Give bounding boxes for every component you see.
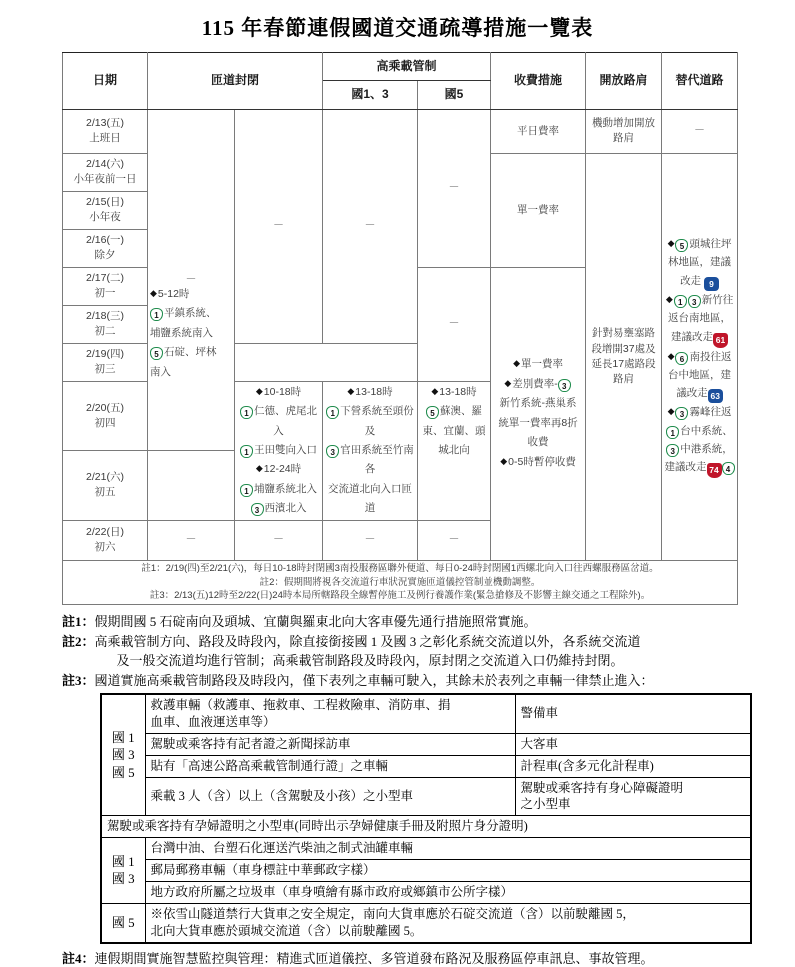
col-header-ramp-closure: 匝道封閉 [148,53,323,110]
highway-badge-n3-icon: 3 [688,295,701,308]
col-header-hov-n13: 國1、3 [323,81,418,109]
notes-section [0,605,795,690]
expressway-74-icon: 74 [707,463,722,478]
ramp-b-item-1: 1 仁德、虎尾北入 [237,402,320,441]
alt-route-cell: ◆ 5 頭城往坪 林地區，建議 改走 9 ◆ 1 3 新竹往 返台南地區， 建議改走 61 ◆ 6 南投往返 台中地區，建 議改走 63 ◆ 3 霧峰往返 1 台中系統、 3 中港系統， 建議改走 74 4 [662,153,738,560]
ramp-a-item-1: 1 平鎮系統、 [150,304,228,323]
date-cell-0213: 2/13(五) 上班日 [63,109,148,153]
table-row [101,816,751,838]
shoulder-top-cell: 機動增加開放 路肩 [586,109,662,153]
alt-route-dash-top: － [662,109,738,153]
date-cell-0220: 2/20(五) 初四 [63,381,148,450]
note-3: 註3： 國道實施高乘載管制路段及時段內，僅下表列之車輛可駛入，其餘未於表列之車輛一律禁止進入： [62,672,654,688]
vehicle-cell-bus: 大客車 [515,733,751,755]
col-header-alt-route: 替代道路 [662,53,738,110]
toll-bullet-2: ◆差別費率- 3 [493,375,583,394]
hov5-item-1: 5 蘇澳、羅 [420,402,488,421]
vehicle-cell-fuel-tanker: 台灣中油、台塑石化運送汽柴油之制式油罐車輛 [145,838,751,860]
highway-badge-n1-hov-icon: 1 [326,406,339,419]
table-footnote-2: 註2：假期間將視各交流道行車狀況實施匝道儀控管制並機動調整。 [259,576,541,588]
county-road-4-icon: 4 [722,462,735,475]
vehicle-cell-garbage: 地方政府所屬之垃圾車（車身噴繪有縣市政府或鄉鎮市公所字樣） [145,881,751,903]
vehicle-cell-taxi: 計程車(含多元化計程車) [515,755,751,777]
ramp-closure-col-a-dash-top: － [148,109,235,450]
table-row [101,755,751,777]
highway-badge-n6-icon: 6 [675,352,688,365]
hov13-dash-bottom: － [323,520,418,560]
ramp-a-time: ◆5-12時 [150,288,190,300]
ramp-b-item-3: 1 埔鹽系統北入 [237,480,320,499]
provincial-road-9-icon: 9 [704,277,719,291]
date-cell-0222: 2/22(日) 初六 [63,520,148,560]
toll-measures-cell: ◆單一費率 ◆差別費率- 3 新竹系統-燕巢系 統單一費率再8折 收費 ◆0-5時暫停收費 [491,267,586,560]
hov13-item-1: 1 下營系統至頭份及 [325,402,415,441]
ramp-closure-col-b-cell [235,381,323,520]
vehicle-table-container [0,690,795,944]
table-row [101,733,751,755]
date-cell-0216: 2/16(一) 除夕 [63,229,148,267]
table-row [101,881,751,903]
table-row [101,838,751,860]
table-footnotes [63,560,738,604]
vehicle-group-3: 國 5 [101,903,145,942]
highway-badge-n3c-icon: 3 [666,444,679,457]
table-footnote-3: 註3：2/13(五)12時至2/22(日)24時本局所轄路段全線暫停施工及例行養護作業(緊急搶修及不影響主線交通之工程除外)。 [149,590,651,602]
date-cell-0214: 2/14(六) 小年夜前一日 [63,153,148,191]
vehicle-cell-permit: 貼有「高速公路高乘載管制通行證」之車輛 [145,755,515,777]
hov13-item-2: 3 官田系統至竹南各 [325,441,415,480]
col-header-date: 日期 [63,53,148,110]
ramp-b-dash-bottom: － [235,520,323,560]
highway-badge-n1-icon: 1 [674,295,687,308]
vehicle-cell-truck-rule: ※依雪山隧道禁行大貨車之安全規定，南向大貨車應於石碇交流道（含）以前駛離國 5， 北向大貨車應於頭城交流道（含）以前駛離國 5。 [145,903,751,942]
vehicle-cell-pregnant: 駕駛或乘客持有孕婦證明之小型車(同時出示孕婦健康手冊及附照片身分證明) [101,816,751,838]
hov-n13-dash-top: － [323,109,418,343]
hov-n5-dash-mid: － [418,267,491,381]
highway-badge-n5-ra3-icon: 5 [150,347,163,360]
highway-badge-n3-hov-icon: 3 [326,445,339,458]
hov-n5-cell: ◆13-18時 5 蘇澳、羅 東、宜蘭、頭 城北向 [418,381,491,520]
col-header-shoulder: 開放路肩 [586,53,662,110]
vehicle-group-2: 國 1 國 3 [101,838,145,904]
alt-item-4: ◆ 3 霧峰往返 [667,406,732,420]
hov-n5-dash-top: － [418,109,491,267]
table-row [101,777,751,816]
alt-item-1: ◆ 5 頭城往坪 [667,238,732,252]
col-header-hov-n5: 國5 [418,81,491,109]
date-cell-0219: 2/19(四) 初三 [63,343,148,381]
ramp-b-time-1: ◆10-18時 [255,385,302,398]
permitted-vehicles-table [100,693,752,944]
vehicle-cell-press: 駕駛或乘客持有記者證之新聞採訪車 [145,733,515,755]
table-row [101,694,751,733]
toll-single-rate: 單一費率 [491,153,586,267]
col-header-hov: 高乘載管制 [323,53,491,81]
alt-item-3-line3: 議改走 63 [664,384,735,403]
highway-badge-n5-icon: 5 [675,239,688,252]
highway-badge-n1-ra1-icon: 1 [150,308,163,321]
provincial-road-63-icon: 63 [708,389,723,403]
hov-n13-cell: ◆13-18時 1 下營系統至頭份及 3 官田系統至竹南各 交流道北向入口匝道 [323,381,418,520]
ramp-closure-col-a-cell: ◆5-12時 1 平鎮系統、 埔鹽系統南入 5 石碇、坪林 南入 [150,285,228,382]
ramp-closure-col-b-dash-top: － [235,109,323,343]
vehicle-group-1: 國 1 國 3 國 5 [101,694,145,816]
ramp-a-dash-bottom: － [148,520,235,560]
highway-badge-n1-rb1-icon: 1 [240,406,253,419]
main-table-container [0,42,795,605]
hov5-dash-bottom: － [418,520,491,560]
toll-bullet-1: ◆單一費率 [513,358,563,371]
highway-badge-n3b-icon: 3 [675,407,688,420]
ramp-b-item-4: 3 西濱北入 [237,499,320,518]
note-1: 註1： 假期間國 5 石碇南向及頭城、宜蘭與羅東北向大客車優先通行措施照常實施。 [62,614,537,630]
ramp-b-time-2: ◆12-24時 [255,463,302,476]
highway-badge-n5-hov-icon: 5 [426,406,439,419]
highway-badge-n3-toll-icon: 3 [558,379,571,392]
alt-item-2-line3: 建議改走 61 [664,328,735,348]
table-footnote-1: 註1：2/19(四)至2/21(六)，每日10-18時封閉國3南投服務區聯外便道、每日0-24時封閉國1西螺北向入口往西螺服務區岔道。 [141,562,659,574]
shoulder-body-cell: 針對易壅塞路 段增開37處及 延長17處路段 路肩 [586,153,662,560]
vehicle-cell-ambulance: 救護車輛（救護車、拖救車、工程救險車、消防車、捐 血車、血液運送車等） [145,694,515,733]
alt-item-1-line3: 改走 9 [664,272,735,291]
vehicle-cell-3plus: 乘載 3 人（含）以上（含駕駛及小孩）之小型車 [145,777,515,816]
ramp-a-item-3: 5 石碇、坪林 [150,343,228,362]
page-title: 115 年春節連假國道交通疏導措施一覽表 [201,16,594,40]
table-head [63,53,738,110]
table-row [63,109,738,153]
ramp-b-item-2: 1 王田雙向入口 [237,441,320,460]
highway-badge-n1-rb3-icon: 1 [240,484,253,497]
table-row [101,903,751,942]
alt-item-2: ◆ 1 3 新竹往 [665,293,734,307]
highway-badge-n3-rb4-icon: 3 [251,503,264,516]
note-4: 註4： 連假期間實施智慧監控與管理：精進式匝道儀控、多管道發布路況及服務區停車訊息、事故管理。 [62,950,654,966]
expressway-61-icon: 61 [713,333,728,348]
table-footnote-row [63,560,738,604]
hov13-time: ◆13-18時 [347,385,393,398]
alt-item-4-line2: 1 台中系統、 [664,422,735,440]
alt-item-4-line3: 3 中港系統， [664,440,735,458]
col-header-toll: 收費措施 [491,53,586,110]
table-row [101,860,751,882]
highway-badge-n1-rb2-icon: 1 [240,445,253,458]
hov5-time: ◆13-18時 [431,385,477,398]
date-cell-0217: 2/17(二) 初一 [63,267,148,305]
alt-item-4-line4: 建議改走 74 4 [664,458,735,478]
date-cell-0215: 2/15(日) 小年夜 [63,191,148,229]
vehicle-cell-disability: 駕駛或乘客持有身心障礙證明 之小型車 [515,777,751,816]
toll-weekday-rate: 平日費率 [491,109,586,153]
date-cell-0221: 2/21(六) 初五 [63,451,148,520]
date-cell-0218: 2/18(三) 初二 [63,305,148,343]
alt-item-3: ◆ 6 南投往返 [667,350,732,364]
highway-badge-n1b-icon: 1 [666,426,679,439]
vehicle-cell-postal: 郵局郵務車輛（車身標註中華郵政字樣） [145,860,751,882]
note-2: 註2： 高乘載管制方向、路段及時段內，除直接銜接國 1 及國 3 之彰化系統交流道以外，各系統交流道 及一般交流道均進行管制；高乘載管制路段及時段內，原封閉之交流道入口仍維持封閉。 [62,633,641,669]
vehicle-cell-police: 警備車 [515,694,751,733]
toll-bullet-3: ◆0-5時暫停收費 [500,455,576,468]
